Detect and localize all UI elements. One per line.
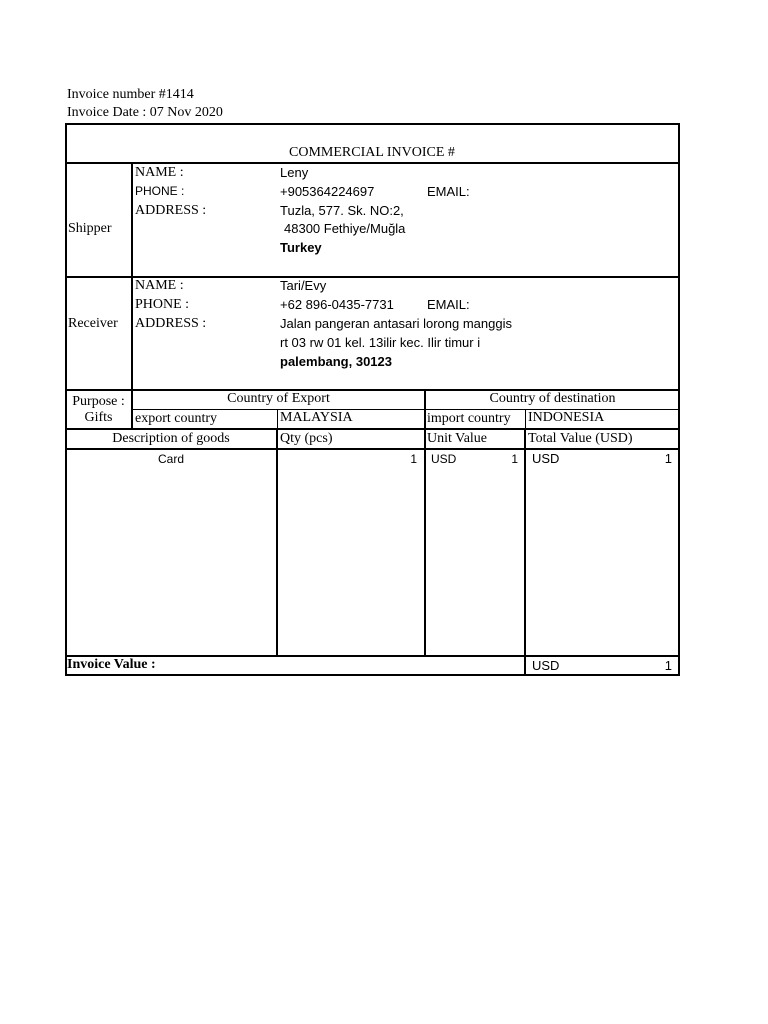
shipper-address-line3: Turkey [280, 240, 322, 255]
receiver-name-label: NAME : [135, 278, 184, 293]
column-qty: Qty (pcs) [280, 431, 333, 446]
receiver-address-line3: palembang, 30123 [280, 354, 392, 369]
column-description: Description of goods [112, 431, 230, 446]
shipper-phone: +905364224697 [280, 184, 375, 199]
receiver-email-label: EMAIL: [427, 297, 470, 312]
divider-qty-unit [424, 389, 426, 656]
item-unit-value: 1 [511, 452, 518, 466]
receiver-name: Tari/Evy [280, 278, 327, 293]
document-title: COMMERCIAL INVOICE # [289, 145, 455, 160]
item-description: Card [158, 452, 185, 466]
purpose-label: Purpose : [72, 394, 125, 409]
item-total-value: 1 [664, 451, 672, 466]
shipper-label: Shipper [68, 221, 112, 236]
shipper-address-line1: Tuzla, 577. Sk. NO:2, [280, 203, 404, 218]
divider-total [65, 655, 680, 657]
invoice-value-amount: 1 [664, 658, 672, 673]
export-country-value: MALAYSIA [280, 410, 353, 425]
invoice-date: Invoice Date : 07 Nov 2020 [67, 105, 223, 120]
divider-desc-qty [276, 428, 278, 656]
receiver-address-label: ADDRESS : [135, 316, 207, 331]
shipper-address-line2: 48300 Fethiye/Muğla [284, 221, 406, 236]
purpose-value: Gifts [84, 410, 113, 425]
country-export-header: Country of Export [227, 391, 330, 406]
receiver-label: Receiver [68, 316, 118, 331]
shipper-email-label: EMAIL: [427, 184, 470, 199]
divider-unit-total [524, 428, 526, 676]
import-country-value: INDONESIA [528, 410, 605, 425]
shipper-name-label: NAME : [135, 165, 184, 180]
divider-export-mid [277, 409, 278, 429]
export-country-label: export country [135, 411, 218, 426]
invoice-number: Invoice number #1414 [67, 87, 194, 102]
receiver-phone-label: PHONE : [135, 297, 190, 312]
divider-country-row [65, 428, 680, 430]
country-destination-header: Country of destination [489, 391, 616, 406]
invoice-value-currency: USD [532, 658, 560, 673]
import-country-label: import country [427, 411, 511, 426]
item-total-currency: USD [532, 451, 560, 466]
divider-title [65, 162, 680, 164]
receiver-phone: +62 896-0435-7731 [280, 297, 394, 312]
item-unit-currency: USD [431, 452, 457, 466]
divider-label-column [131, 162, 133, 429]
divider-import-mid [525, 409, 526, 429]
item-qty: 1 [410, 452, 417, 466]
receiver-address-line1: Jalan pangeran antasari lorong manggis [280, 316, 512, 331]
invoice-value-label: Invoice Value : [67, 657, 156, 672]
column-unit-value: Unit Value [427, 431, 488, 446]
receiver-address-line2: rt 03 rw 01 kel. 13ilir kec. Ilir timur i [280, 335, 481, 350]
column-total-value: Total Value (USD) [528, 431, 633, 446]
divider-columns [65, 448, 680, 450]
shipper-name: Leny [280, 165, 309, 180]
shipper-phone-label: PHONE : [135, 184, 185, 198]
shipper-address-label: ADDRESS : [135, 203, 207, 218]
